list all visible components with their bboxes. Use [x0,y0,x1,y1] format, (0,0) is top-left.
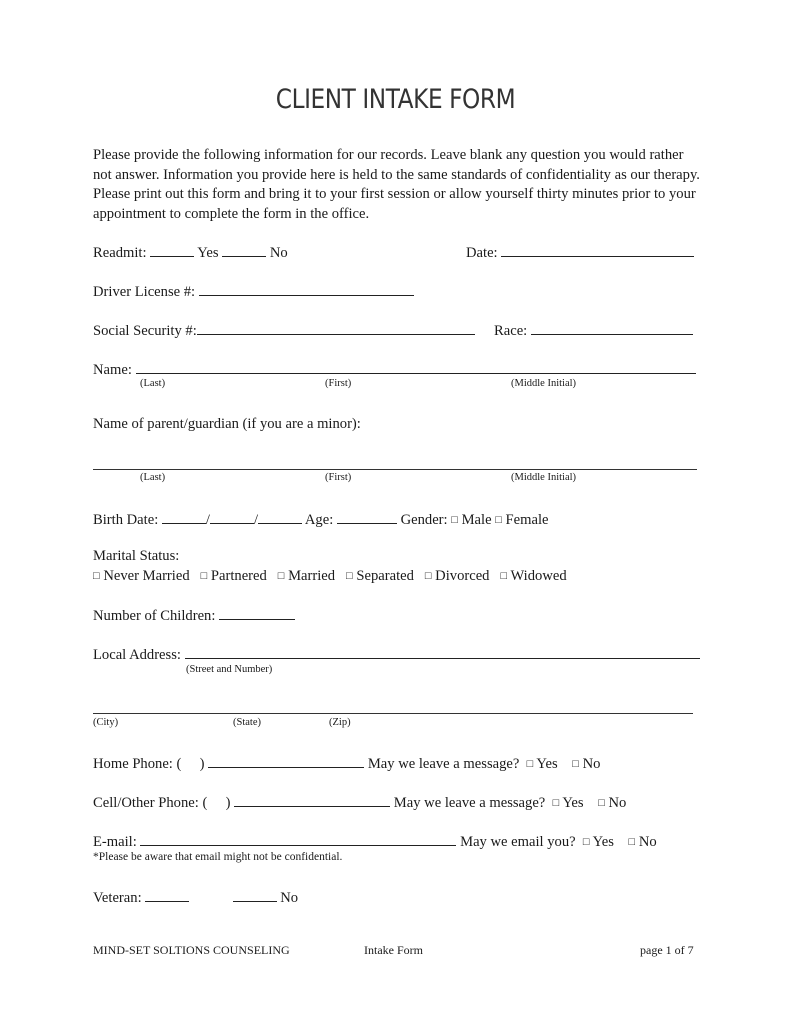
readmit-row [93,243,288,262]
no-label: No [608,795,627,811]
guardian-middle-hint: (Middle Initial) [511,472,577,483]
marital-widowed-checkbox[interactable]: □ [500,570,508,582]
gender-male-label: Male [461,512,492,528]
cell-phone-field[interactable] [234,793,390,807]
email-question: May we email you? [460,834,576,850]
marital-status-label: Marital Status: [93,548,180,564]
email-no-checkbox[interactable]: □ [628,836,636,848]
no-label: No [638,834,657,850]
intro-paragraph: Please provide the following information for our records. Leave blank any question you would rather not answer. Information you provide here is held to the same standards of confidentiality as our therapy. Please print out this form and bring it to your first session or allow yourself thirty minutes prior to your appointment to complete the form in the office. [93,147,700,222]
readmit-no-label: No [269,245,288,261]
name-row [93,360,696,379]
cell-phone-question: May we leave a message? [393,795,546,811]
children-row [93,606,295,625]
children-label: Number of Children: [93,608,216,624]
marital-separated-checkbox[interactable]: □ [346,570,353,582]
marital-option-label: Separated [356,568,414,584]
veteran-yes-field[interactable] [145,888,189,902]
marital-option-label: Divorced [435,568,490,584]
marital-option-label: Widowed [510,568,567,584]
marital-divorced-checkbox[interactable]: □ [424,570,432,582]
name-label: Name: [93,362,132,378]
paren-close: ) [199,756,205,772]
email-note: *Please be aware that email might not be confidential. [93,851,343,863]
cell-phone-label: Cell/Other Phone: ( [93,795,208,811]
age-label: Age: [304,512,334,528]
veteran-no-label: No [280,890,299,906]
email-field[interactable] [140,832,456,846]
email-yes-checkbox[interactable]: □ [582,836,590,848]
marital-married-checkbox[interactable]: □ [277,570,285,582]
marital-never-married-checkbox[interactable]: □ [93,570,100,582]
guardian-label: Name of parent/guardian (if you are a minor): [93,416,361,432]
email-row [93,832,657,851]
date-label: Date: [466,245,498,261]
birth-day-field[interactable] [210,510,254,524]
name-first-hint: (First) [325,378,352,389]
address-label: Local Address: [93,647,181,663]
footer-page: page 1 of 7 [640,943,694,957]
race-row [494,321,693,340]
home-phone-field[interactable] [208,754,364,768]
driver-license-field[interactable] [199,282,414,296]
home-phone-label: Home Phone: ( [93,756,182,772]
veteran-no-field[interactable] [233,888,277,902]
home-phone-question: May we leave a message? [367,756,520,772]
gender-label: Gender: [400,512,448,528]
gender-female-checkbox[interactable]: □ [495,514,502,526]
address-row [93,645,700,664]
birth-row [93,510,549,529]
footer-org: MIND-SET SOLTIONS COUNSELING [93,943,290,957]
gender-male-checkbox[interactable]: □ [451,514,458,526]
home-message-yes-checkbox[interactable]: □ [526,758,534,770]
zip-hint: (Zip) [329,717,351,728]
street-field[interactable] [185,645,700,659]
email-label: E-mail: [93,834,137,850]
date-field[interactable] [501,243,694,257]
paren-close: ) [225,795,231,811]
veteran-row [93,888,298,907]
race-field[interactable] [531,321,693,335]
date-separator: / [253,512,259,528]
name-middle-hint: (Middle Initial) [511,378,577,389]
driver-license-label: Driver License #: [93,284,196,300]
birth-month-field[interactable] [162,510,206,524]
race-label: Race: [494,323,528,339]
name-last-hint: (Last) [140,378,166,389]
yes-label: Yes [536,756,558,772]
ssn-label: Social Security #: [93,323,197,339]
cell-message-yes-checkbox[interactable]: □ [552,797,560,809]
gender-female-label: Female [505,512,549,528]
street-hint: (Street and Number) [186,664,273,675]
name-field[interactable] [136,360,696,374]
ssn-row [93,321,475,340]
marital-option-label: Partnered [210,568,267,584]
cell-phone-row [93,793,626,812]
yes-label: Yes [562,795,584,811]
marital-option-label: Never Married [103,568,190,584]
cell-message-no-checkbox[interactable]: □ [598,797,605,809]
veteran-label: Veteran: [93,890,142,906]
page-title: CLIENT INTAKE FORM [275,84,516,115]
readmit-label: Readmit: [93,245,147,261]
yes-label: Yes [592,834,614,850]
readmit-no-field[interactable] [222,243,266,257]
guardian-last-hint: (Last) [140,472,166,483]
driver-license-row [93,282,414,301]
home-message-no-checkbox[interactable]: □ [572,758,579,770]
date-row [466,243,694,262]
marital-partnered-checkbox[interactable]: □ [200,570,208,582]
birth-date-label: Birth Date: [93,512,159,528]
city-state-zip-field[interactable] [93,713,693,714]
ssn-field[interactable] [197,321,475,335]
readmit-yes-label: Yes [197,245,219,261]
home-phone-row [93,754,600,773]
guardian-field[interactable] [93,469,697,470]
no-label: No [582,756,601,772]
footer-doc: Intake Form [364,943,423,957]
readmit-yes-field[interactable] [150,243,194,257]
age-field[interactable] [337,510,397,524]
marital-options [93,568,567,585]
children-field[interactable] [219,606,295,620]
city-hint: (City) [93,717,119,728]
date-separator: / [205,512,210,528]
state-hint: (State) [233,717,261,728]
birth-year-field[interactable] [258,510,302,524]
guardian-first-hint: (First) [325,472,352,483]
marital-option-label: Married [288,568,336,584]
